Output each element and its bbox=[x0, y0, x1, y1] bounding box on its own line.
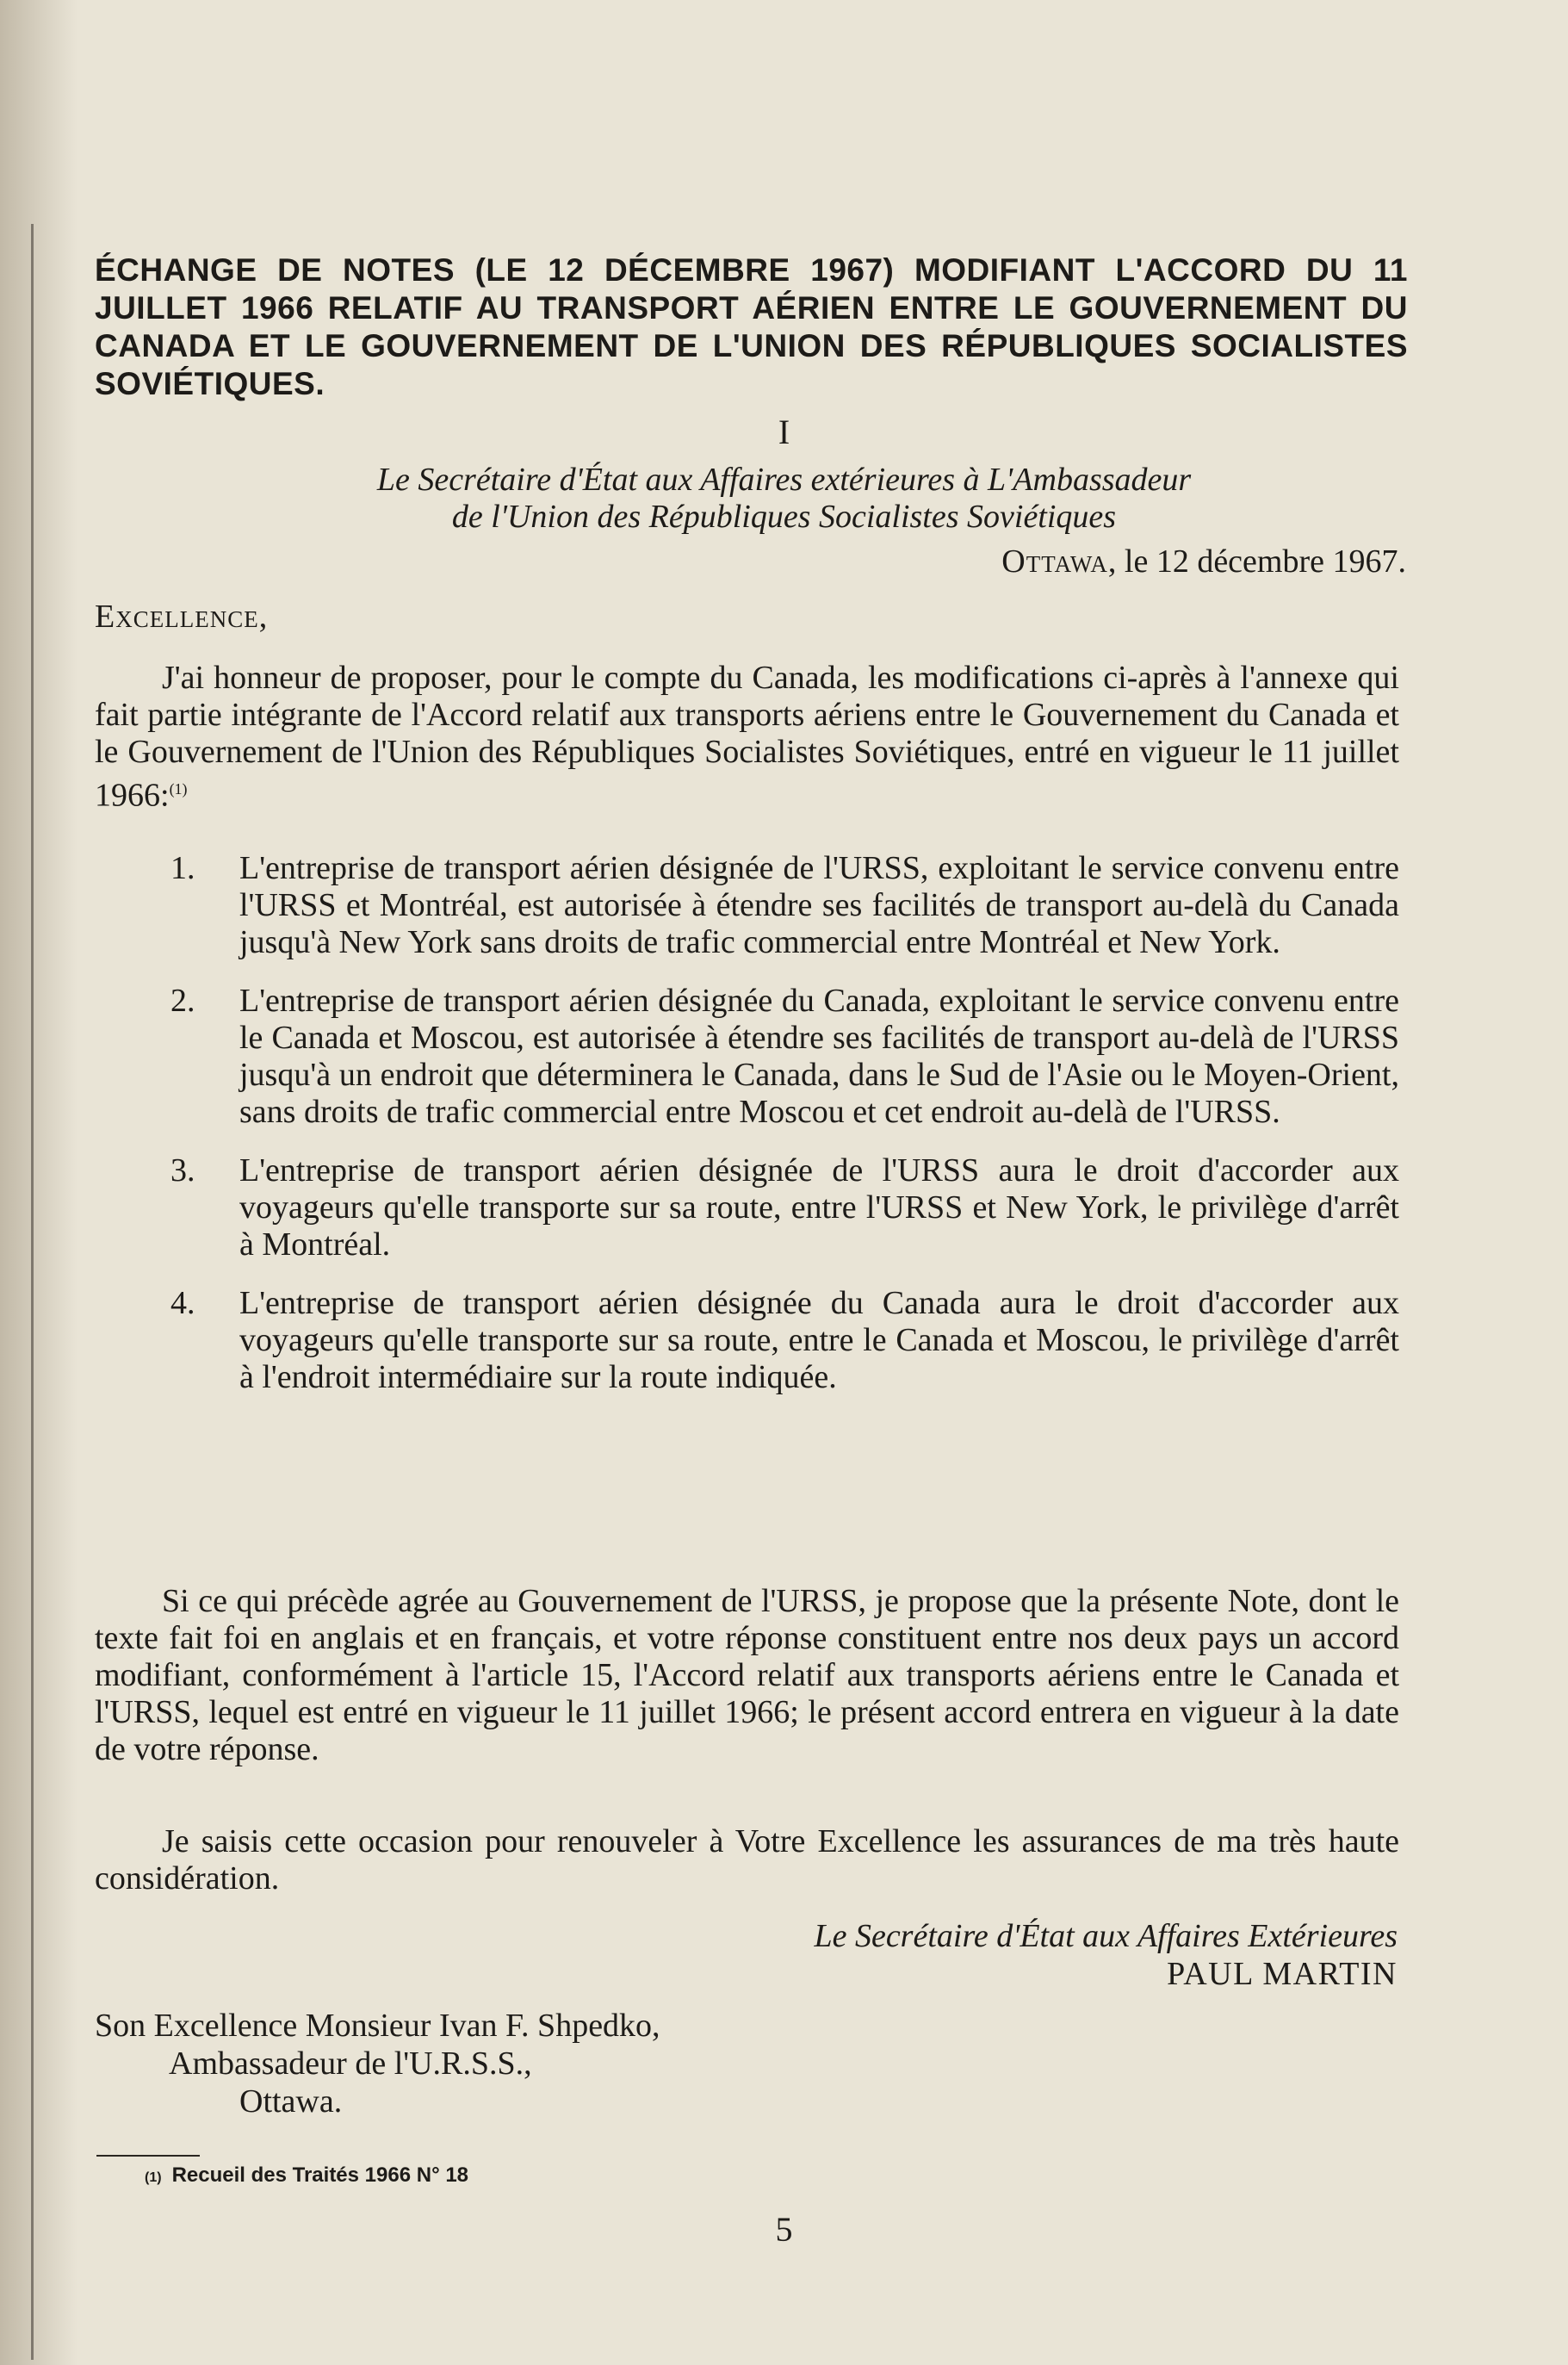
section-number: I bbox=[778, 413, 790, 451]
item-number: 2. bbox=[170, 983, 195, 1019]
item-text: L'entreprise de transport aérien désignée de l'URSS aura le droit d'accorder aux voyageurs qu'elle transporte sur sa route, entre l'URSS et New York, le privilège d'arrêt à Montréal. bbox=[239, 1152, 1399, 1263]
item-number: 1. bbox=[170, 850, 195, 886]
page-number: 5 bbox=[775, 2210, 793, 2249]
list-item bbox=[95, 850, 1399, 961]
place-date bbox=[1001, 543, 1406, 580]
page-gutter-shadow bbox=[0, 0, 77, 2365]
footnote-rule bbox=[96, 2155, 200, 2157]
item-number: 3. bbox=[170, 1152, 195, 1189]
list-item bbox=[95, 1152, 1399, 1263]
footnote-mark: (1) bbox=[145, 2170, 162, 2185]
intro-paragraph bbox=[95, 660, 1399, 815]
footnote-reference: (1) bbox=[169, 780, 188, 798]
signatory-title: Le Secrétaire d'État aux Affaires Extérieures bbox=[814, 1918, 1398, 1954]
letter-header-line1: Le Secrétaire d'État aux Affaires extérieures à L'Ambassadeur bbox=[376, 462, 1192, 498]
item-number: 4. bbox=[170, 1285, 195, 1321]
letter-header-line2: de l'Union des Républiques Socialistes Soviétiques bbox=[451, 499, 1117, 535]
place: Ottawa bbox=[1001, 543, 1108, 580]
list-item bbox=[95, 1285, 1399, 1396]
page-gutter-edge bbox=[31, 224, 34, 2360]
item-text: L'entreprise de transport aérien désignée de l'URSS, exploitant le service convenu entre l'URSS et Montréal, est autorisée à étendre ses facilités de transport au-delà du Canada jusqu'à New York sans droits de trafic commercial entre Montréal et New York. bbox=[239, 850, 1399, 960]
amendment-list bbox=[95, 850, 1399, 1396]
list-item bbox=[95, 983, 1399, 1131]
signatory-name: PAUL MARTIN bbox=[1167, 1956, 1398, 1992]
addressee-line1: Son Excellence Monsieur Ivan F. Shpedko, bbox=[95, 2008, 660, 2044]
footnote bbox=[145, 2163, 468, 2188]
addressee-line2: Ambassadeur de l'U.R.S.S., bbox=[169, 2045, 532, 2082]
date: , le 12 décembre 1967. bbox=[1107, 543, 1406, 580]
item-text: L'entreprise de transport aérien désignée du Canada aura le droit d'accorder aux voyageurs qu'elle transporte sur sa route, entre le Canada et Moscou, le privilège d'arrêt à l'endroit intermédiaire sur la route indiquée. bbox=[239, 1285, 1399, 1395]
item-text: L'entreprise de transport aérien désignée du Canada, exploitant le service convenu entre le Canada et Moscou, est autorisée à étendre ses facilités de transport au-delà de l'URSS jusqu'à un endroit que déterminera le Canada, dans le Sud de l'Asie ou le Moyen-Orient, sans droits de trafic commercial entre Moscou et cet endroit au-delà de l'URSS. bbox=[239, 983, 1399, 1130]
footnote-text: Recueil des Traités 1966 N° 18 bbox=[171, 2163, 469, 2187]
salutation: Excellence, bbox=[95, 599, 269, 635]
courtesy-paragraph: Je saisis cette occasion pour renouveler à Votre Excellence les assurances de ma très haute considération. bbox=[95, 1823, 1399, 1896]
document-title: ÉCHANGE DE NOTES (LE 12 DÉCEMBRE 1967) MODIFIANT L'ACCORD DU 11 JUILLET 1966 RELATIF AU TRANSPORT AÉRIEN ENTRE LE GOUVERNEMENT DU CANADA ET LE GOUVERNEMENT DE L'UNION DES RÉPUBLIQUES SOCIALISTES SOVIÉTIQUES. bbox=[95, 252, 1408, 401]
closing-paragraph: Si ce qui précède agrée au Gouvernement de l'URSS, je propose que la présente Note, dont le texte fait foi en anglais et en français, et votre réponse constituent entre nos deux pays un accord modifiant, conformément à l'article 15, l'Accord relatif aux transports aériens entre le Canada et l'URSS, lequel est entré en vigueur le 11 juillet 1966; le présent accord entrera en vigueur à la date de votre réponse. bbox=[95, 1583, 1399, 1767]
addressee-line3: Ottawa. bbox=[239, 2083, 343, 2120]
intro-text: J'ai honneur de proposer, pour le compte du Canada, les modifications ci-après à l'annexe qui fait partie intégrante de l'Accord relatif aux transports aériens entre le Gouvernement du Canada et le Gouvernement de l'Union des Républiques Socialistes Soviétiques, entré en vigueur le 11 juillet 1966: bbox=[95, 660, 1399, 814]
